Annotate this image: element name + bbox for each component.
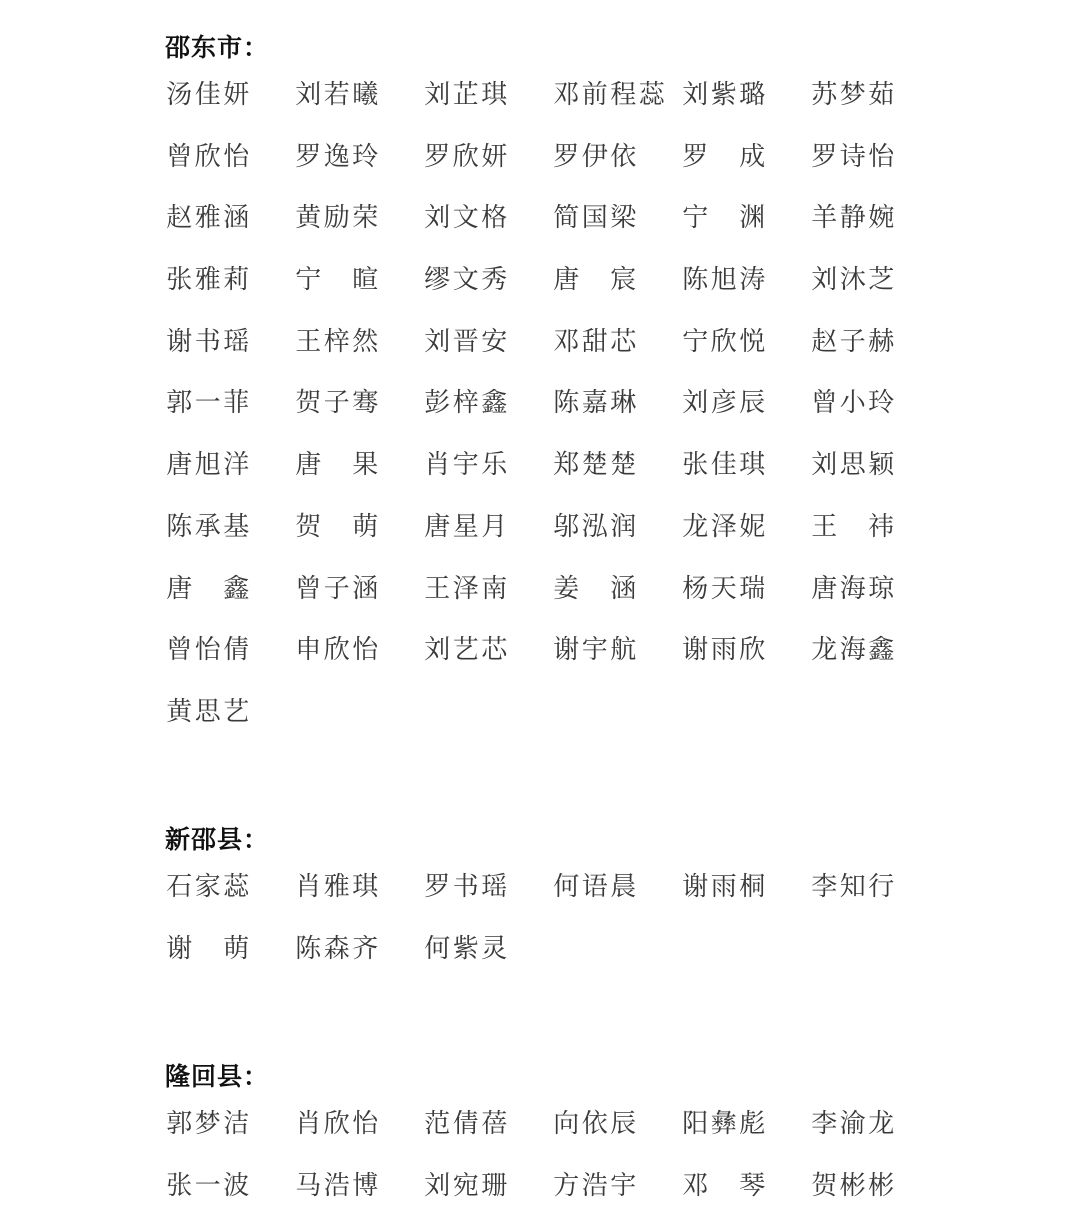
name-entry: 郑 楚 楚	[553, 450, 637, 481]
name-entry: 范 倩 蓓	[424, 1109, 508, 1139]
name-entry: 刘 芷 琪	[424, 80, 508, 110]
name-entry: 陈 承 基	[166, 511, 250, 542]
name-entry: 申 欣 怡	[295, 635, 379, 666]
name-entry: 石 家 蕊	[166, 872, 250, 902]
name-entry: 宁 暄	[295, 265, 379, 296]
name-entry: 苏 梦 茹	[811, 80, 895, 110]
name-entry: 彭 梓 鑫	[424, 388, 508, 419]
name-entry: 谢 萌	[166, 933, 250, 964]
name-entry: 罗 书 瑶	[424, 872, 508, 902]
name-entry: 罗 欣 妍	[424, 141, 508, 172]
section-heading: 邵东市：	[165, 33, 270, 62]
names-grid	[165, 1104, 925, 1227]
name-entry: 唐 宸	[553, 265, 637, 296]
name-entry: 唐 果	[295, 450, 379, 481]
name-entry: 肖 宇 乐	[424, 450, 508, 481]
name-entry: 陈 旭 涛	[682, 265, 766, 296]
name-entry: 唐 鑫	[166, 573, 250, 604]
name-entry: 龙 海 鑫	[811, 635, 895, 666]
name-entry: 刘 沐 芝	[811, 265, 895, 296]
name-entry: 曾 怡 倩	[166, 635, 250, 666]
name-entry: 唐 海 琼	[811, 573, 895, 604]
name-entry: 陈 嘉 琳	[553, 388, 637, 419]
section-longhui	[165, 1057, 925, 1227]
name-entry: 贺 彬 彬	[811, 1170, 895, 1201]
name-entry: 刘 文 格	[424, 203, 508, 234]
name-entry: 何 语 晨	[553, 872, 637, 902]
name-entry: 黄 励 荣	[295, 203, 379, 234]
name-entry: 肖 雅 琪	[295, 872, 379, 902]
name-entry: 汤 佳 妍	[166, 80, 250, 110]
name-entry: 肖 欣 怡	[295, 1109, 379, 1139]
name-entry: 刘 彦 辰	[682, 388, 766, 419]
name-entry: 王 梓 然	[295, 326, 379, 357]
names-grid	[165, 867, 925, 990]
name-entry: 邓 甜 芯	[553, 326, 637, 357]
name-entry: 贺 萌	[295, 511, 379, 542]
name-entry: 贺 子 骞	[295, 388, 379, 419]
name-entry: 谢 雨 欣	[682, 635, 766, 666]
name-entry: 张 佳 琪	[682, 450, 766, 481]
name-entry: 刘 紫 璐	[682, 80, 766, 110]
name-entry: 何 紫 灵	[424, 933, 508, 964]
name-entry: 谢 雨 桐	[682, 872, 766, 902]
name-entry: 罗 逸 玲	[295, 141, 379, 172]
name-entry: 王 泽 南	[424, 573, 508, 604]
name-entry: 谢 宇 航	[553, 635, 637, 666]
name-entry: 陈 森 齐	[295, 933, 379, 964]
name-entry: 张 一 波	[166, 1170, 250, 1201]
name-entry: 杨 天 瑞	[682, 573, 766, 604]
name-entry: 曾 子 涵	[295, 573, 379, 604]
name-entry: 曾 小 玲	[811, 388, 895, 419]
name-entry: 郭 梦 洁	[166, 1109, 250, 1139]
name-entry: 唐 星 月	[424, 511, 508, 542]
name-entry: 邓 琴	[682, 1170, 766, 1201]
name-entry: 简 国 梁	[553, 203, 637, 234]
name-entry: 张 雅 莉	[166, 265, 250, 296]
name-entry: 赵 雅 涵	[166, 203, 250, 234]
name-entry: 龙 泽 妮	[682, 511, 766, 542]
name-entry: 谢 书 瑶	[166, 326, 250, 357]
name-entry: 宁 欣 悦	[682, 326, 766, 357]
name-entry: 赵 子 赫	[811, 326, 895, 357]
names-grid	[165, 75, 925, 754]
name-entry: 刘 思 颖	[811, 450, 895, 481]
name-entry: 曾 欣 怡	[166, 141, 250, 172]
name-entry: 刘 若 曦	[295, 80, 379, 110]
name-entry: 邬 泓 润	[553, 511, 637, 542]
name-entry: 唐 旭 洋	[166, 450, 250, 481]
section-heading: 隆回县：	[165, 1062, 270, 1091]
name-entry: 罗 伊 依	[553, 141, 637, 172]
section-xinshao	[165, 820, 925, 990]
name-entry: 王 祎	[811, 511, 895, 542]
name-entry: 宁 渊	[682, 203, 766, 234]
name-entry: 阳 彝 彪	[682, 1109, 766, 1139]
name-entry: 姜 涵	[553, 573, 637, 604]
section-heading: 新邵县：	[165, 825, 270, 854]
name-entry: 黄 思 艺	[166, 696, 250, 727]
name-entry: 向 依 辰	[553, 1109, 637, 1139]
name-entry: 罗 诗 怡	[811, 141, 895, 172]
name-entry: 羊 静 婉	[811, 203, 895, 234]
name-entry: 刘 宛 珊	[424, 1170, 508, 1201]
name-entry: 邓 前 程 蕊	[553, 80, 665, 110]
name-entry: 罗 成	[682, 141, 766, 172]
name-entry: 方 浩 宇	[553, 1170, 637, 1201]
name-entry: 刘 晋 安	[424, 326, 508, 357]
name-entry: 郭 一 菲	[166, 388, 250, 419]
name-entry: 李 渝 龙	[811, 1109, 895, 1139]
name-entry: 马 浩 博	[295, 1170, 379, 1201]
name-entry: 刘 艺 芯	[424, 635, 508, 666]
name-entry: 缪 文 秀	[424, 265, 508, 296]
section-shaodong	[165, 28, 925, 754]
name-entry: 李 知 行	[811, 872, 895, 902]
